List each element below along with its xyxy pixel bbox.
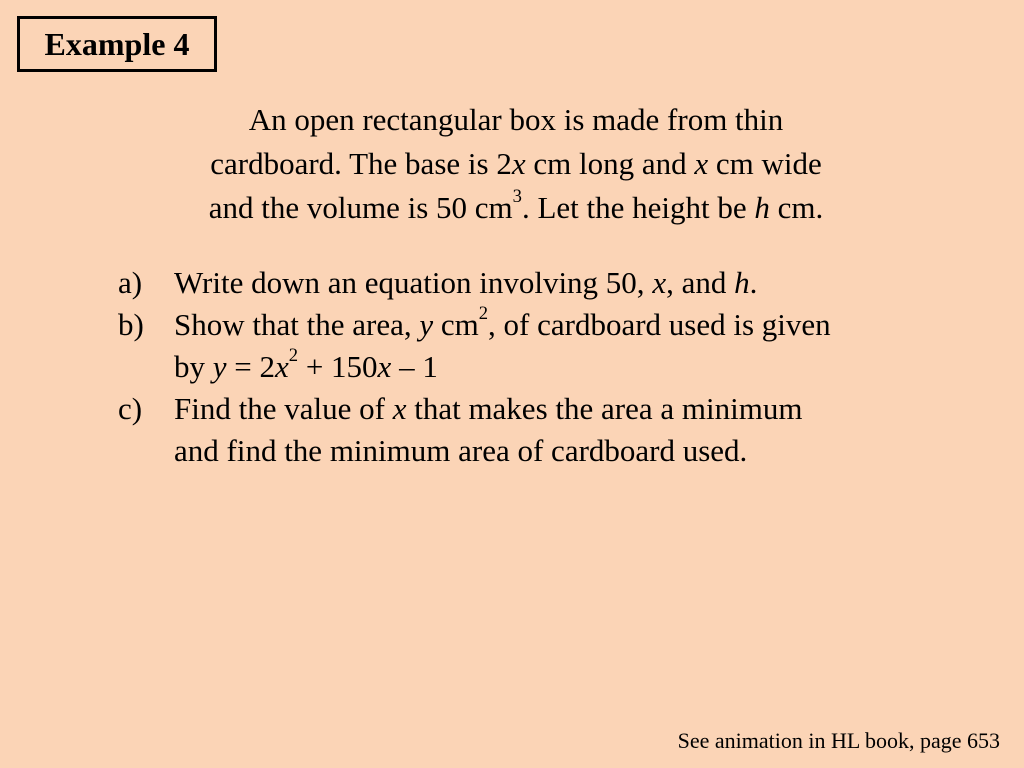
question-text: Find the value of x that makes the area a minimum and find the minimum area of cardboard used. xyxy=(174,391,803,468)
slide-title: Example 4 xyxy=(44,25,190,62)
question-c xyxy=(118,388,958,472)
question-list xyxy=(118,262,958,472)
question-text: Write down an equation involving 50, x, and h. xyxy=(174,265,758,300)
question-label: b) xyxy=(118,307,144,342)
question-text: Show that the area, y $cm^2$, of cardboard used is given by $y = 2x^2 + 150x - 1$ xyxy=(174,303,831,384)
question-label: c) xyxy=(118,391,143,426)
intro-paragraph xyxy=(100,98,932,230)
intro-line-3: and the volume is 50 $cm^3$. Let the height be h cm. xyxy=(208,186,824,225)
question-b xyxy=(118,304,958,388)
question-a xyxy=(118,262,958,304)
intro-line-1: An open rectangular box is made from thin xyxy=(248,102,784,137)
intro-line-2: cardboard. The base is 2x cm long and x cm wide xyxy=(210,146,822,181)
footer-note: See animation in HL book, page 653 xyxy=(677,728,1000,753)
title-box xyxy=(17,16,217,72)
question-label: a) xyxy=(118,265,143,300)
